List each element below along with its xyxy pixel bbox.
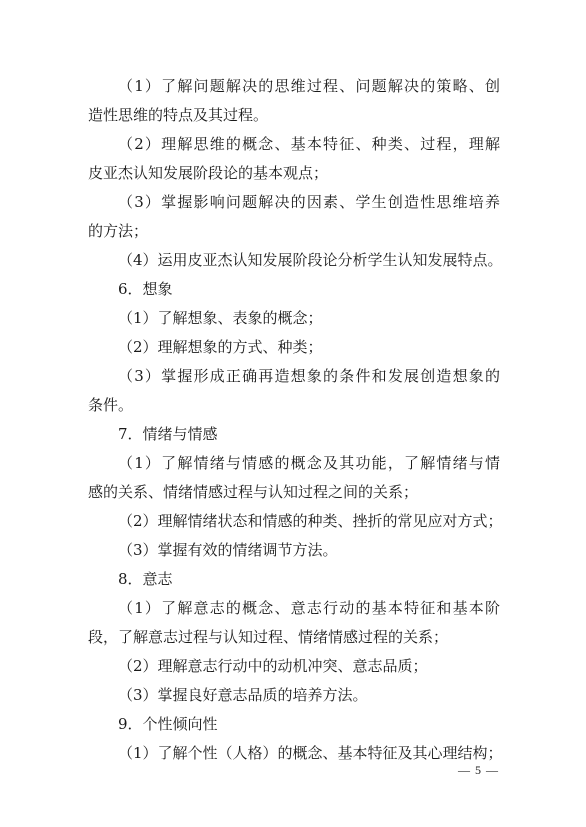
text-line: 造性思维的特点及其过程。	[88, 106, 269, 124]
text-line: （1）了解问题解决的思维过程、问题解决的策略、创	[118, 77, 500, 95]
text-line: 感的关系、情绪情感过程与认知过程之间的关系；	[88, 483, 419, 501]
text-line: 条件。	[88, 396, 134, 414]
page-number: — 5 —	[458, 763, 499, 777]
section-heading: 9．个性倾向性	[118, 715, 218, 733]
text-line: （3）掌握影响问题解决的因素、学生创造性思维培养	[118, 193, 500, 211]
text-line: （3）掌握良好意志品质的培养方法。	[118, 686, 368, 704]
text-line: （4）运用皮亚杰认知发展阶段论分析学生认知发展特点。	[118, 251, 503, 269]
text-line: （2）理解意志行动中的动机冲突、意志品质；	[118, 657, 428, 675]
text-line: （1）了解想象、表象的概念；	[118, 309, 323, 327]
text-line: （1）了解情绪与情感的概念及其功能，了解情绪与情	[118, 454, 500, 472]
text-line: （1）了解意志的概念、意志行动的基本特征和基本阶	[118, 599, 500, 617]
text-line: （2）理解思维的概念、基本特征、种类、过程，理解	[118, 135, 500, 153]
text-line: （3）掌握有效的情绪调节方法。	[118, 541, 338, 559]
section-heading: 7．情绪与情感	[118, 425, 218, 443]
text-line: 皮亚杰认知发展阶段论的基本观点；	[88, 164, 329, 182]
text-line: （2）理解情绪状态和情感的种类、挫折的常见应对方式；	[118, 512, 503, 530]
section-heading: 8．意志	[118, 570, 173, 588]
text-line: （2）理解想象的方式、种类；	[118, 338, 323, 356]
text-line: 段，了解意志过程与认知过程、情绪情感过程的关系；	[88, 628, 449, 646]
text-line: （3）掌握形成正确再造想象的条件和发展创造想象的	[118, 367, 500, 385]
text-line: 的方法；	[88, 222, 149, 240]
text-line: （1）了解个性（人格）的概念、基本特征及其心理结构；	[118, 744, 503, 762]
section-heading: 6．想象	[118, 280, 173, 298]
